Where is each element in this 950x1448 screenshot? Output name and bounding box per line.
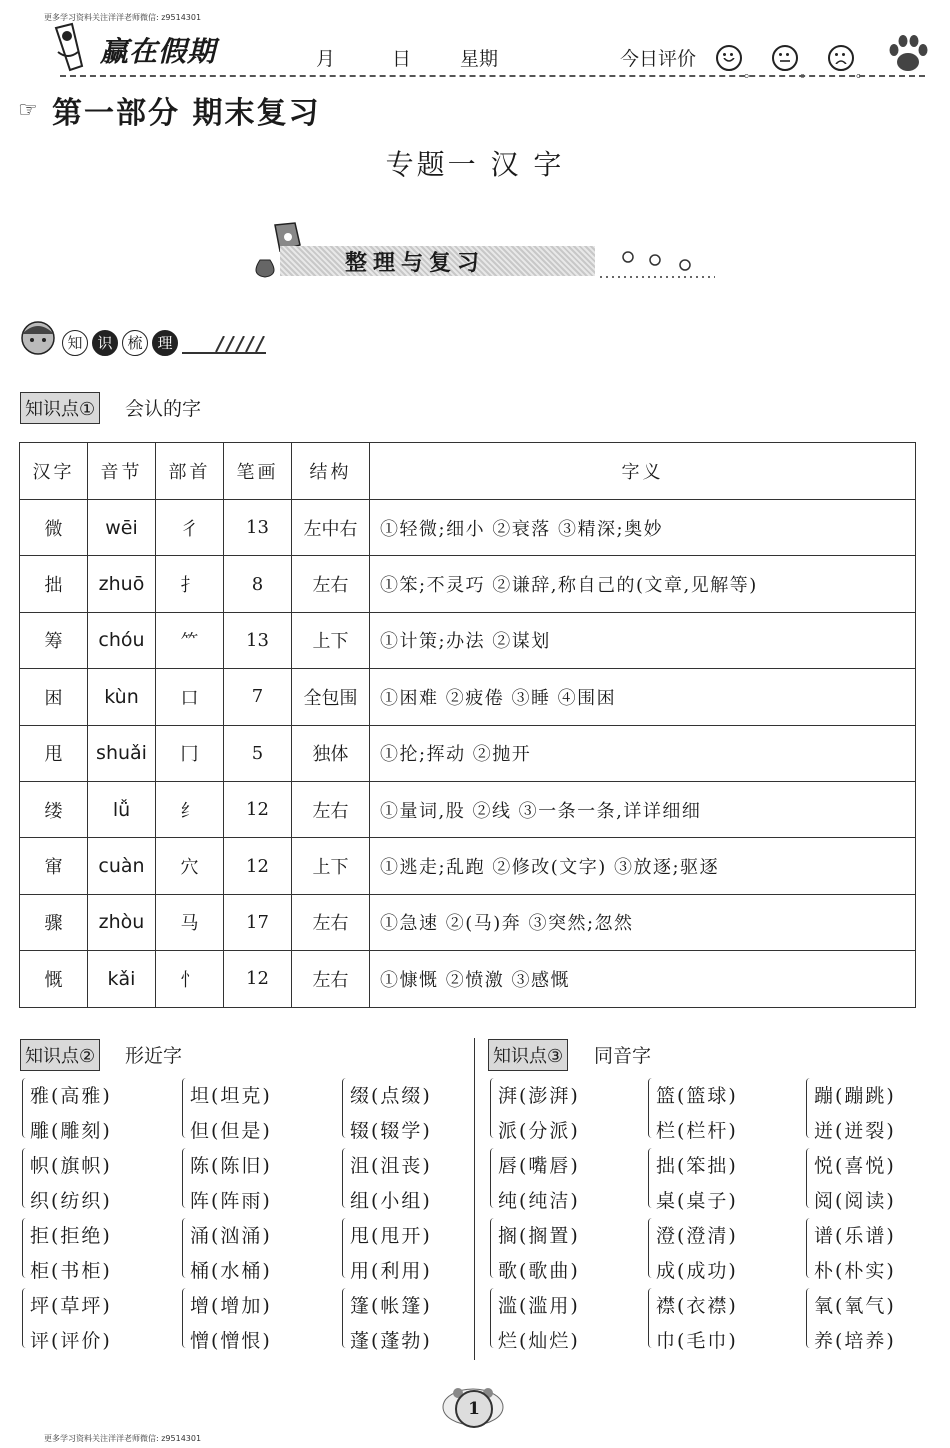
month-label: 月: [316, 48, 336, 70]
word-item: 评(评价): [30, 1330, 112, 1352]
cell-structure: 全包围: [292, 669, 370, 725]
pointing-hand-icon: ☞: [18, 98, 38, 123]
cell-structure: 上下: [292, 612, 370, 668]
paw-icon: [886, 34, 930, 74]
brace-mark: [22, 1078, 28, 1138]
cell-hanzi: 筹: [20, 612, 88, 668]
word-item: 桌(桌子): [656, 1190, 738, 1212]
word-item: 增(增加): [190, 1295, 272, 1317]
word-item: 沮(沮丧): [350, 1155, 432, 1177]
word-item: 篮(篮球): [656, 1085, 738, 1107]
watermark-bottom: 更多学习资料关注洋洋老师微信: z9514301: [44, 1434, 202, 1443]
word-pair: [22, 1214, 162, 1284]
cell-pinyin: kǎi: [88, 951, 156, 1007]
cell-strokes: 12: [224, 781, 292, 837]
cell-structure: 独体: [292, 725, 370, 781]
word-pair: [490, 1284, 630, 1354]
table-row: [20, 612, 916, 668]
word-item: 唇(嘴唇): [498, 1155, 580, 1177]
word-item: 养(培养): [814, 1330, 896, 1352]
cell-meaning: ①急速 ②(马)奔 ③突然;忽然: [370, 894, 916, 950]
word-item: 蹦(蹦跳): [814, 1085, 896, 1107]
cell-pinyin: lǚ: [88, 781, 156, 837]
word-item: 用(利用): [350, 1260, 432, 1282]
table-header-row: [20, 443, 916, 500]
table-row: [20, 894, 916, 950]
brace-mark: [22, 1218, 28, 1278]
kp2-label: 知识点②: [20, 1039, 100, 1071]
brace-mark: [490, 1218, 496, 1278]
word-item: 篷(帐篷): [350, 1295, 432, 1317]
cell-radical: ⺮: [156, 612, 224, 668]
brace-mark: [806, 1288, 812, 1348]
brace-mark: [182, 1288, 188, 1348]
student-avatar-icon: [16, 318, 60, 358]
word-item: 雅(高雅): [30, 1085, 112, 1107]
word-item: 帜(旗帜): [30, 1155, 112, 1177]
table-row: [20, 500, 916, 556]
happy-face-icon[interactable]: [716, 45, 742, 71]
word-pair: [182, 1284, 322, 1354]
word-item: 坦(坦克): [190, 1085, 272, 1107]
cell-hanzi: 骤: [20, 894, 88, 950]
brace-mark: [342, 1288, 348, 1348]
cell-meaning: ①笨;不灵巧 ②谦辞,称自己的(文章,见解等): [370, 556, 916, 612]
brace-mark: [648, 1288, 654, 1348]
cell-pinyin: zhuō: [88, 556, 156, 612]
cell-strokes: 13: [224, 612, 292, 668]
cell-strokes: 17: [224, 894, 292, 950]
word-item: 蓬(蓬勃): [350, 1330, 432, 1352]
word-item: 组(小组): [350, 1190, 432, 1212]
watermark-top: 更多学习资料关注洋洋老师微信: z9514301: [44, 13, 202, 22]
cell-hanzi: 微: [20, 500, 88, 556]
banner-title: 整理与复习: [345, 251, 486, 276]
brace-mark: [490, 1078, 496, 1138]
word-item: 织(纺织): [30, 1190, 112, 1212]
word-item: 栏(栏杆): [656, 1120, 738, 1142]
word-item: 阵(阵雨): [190, 1190, 272, 1212]
word-pair: [806, 1284, 946, 1354]
word-pair: [182, 1144, 322, 1214]
table-row: [20, 838, 916, 894]
neutral-face-icon[interactable]: [772, 45, 798, 71]
cell-radical: 马: [156, 894, 224, 950]
cell-radical: 穴: [156, 838, 224, 894]
brace-mark: [182, 1078, 188, 1138]
cell-structure: 上下: [292, 838, 370, 894]
brace-mark: [22, 1148, 28, 1208]
cell-strokes: 12: [224, 838, 292, 894]
cell-meaning: ①困难 ②疲倦 ③睡 ④围困: [370, 669, 916, 725]
word-item: 谱(乐谱): [814, 1225, 896, 1247]
cell-pinyin: chóu: [88, 612, 156, 668]
word-item: 憎(憎恨): [190, 1330, 272, 1352]
brace-mark: [648, 1218, 654, 1278]
logo-text: 赢在假期: [100, 35, 217, 68]
cell-strokes: 13: [224, 500, 292, 556]
cell-strokes: 12: [224, 951, 292, 1007]
kp3-title: 同音字: [594, 1045, 652, 1067]
word-item: 辍(辍学): [350, 1120, 432, 1142]
brace-mark: [182, 1148, 188, 1208]
col-header-structure: 结构: [292, 443, 370, 500]
word-item: 雕(雕刻): [30, 1120, 112, 1142]
cell-structure: 左右: [292, 894, 370, 950]
cell-meaning: ①慷慨 ②愤激 ③感慨: [370, 951, 916, 1007]
table-row: [20, 669, 916, 725]
badge-char: 识: [92, 330, 118, 356]
word-item: 甩(甩开): [350, 1225, 432, 1247]
word-item: 澄(澄清): [656, 1225, 738, 1247]
word-item: 陈(陈旧): [190, 1155, 272, 1177]
section-badge: [16, 318, 276, 358]
cell-radical: 纟: [156, 781, 224, 837]
cell-structure: 左中右: [292, 500, 370, 556]
brace-mark: [648, 1078, 654, 1138]
word-pair: [22, 1144, 162, 1214]
cell-structure: 左右: [292, 556, 370, 612]
cell-pinyin: zhòu: [88, 894, 156, 950]
word-pair: [648, 1074, 788, 1144]
table-row: [20, 951, 916, 1007]
word-pair: [342, 1214, 482, 1284]
rating-dot: 。: [744, 65, 758, 81]
word-pair: [22, 1284, 162, 1354]
cell-radical: 忄: [156, 951, 224, 1007]
cell-radical: 口: [156, 669, 224, 725]
word-item: 涌(汹涌): [190, 1225, 272, 1247]
word-item: 拒(拒绝): [30, 1225, 112, 1247]
cell-radical: 扌: [156, 556, 224, 612]
cell-pinyin: shuǎi: [88, 725, 156, 781]
word-pair: [342, 1284, 482, 1354]
word-item: 纯(纯洁): [498, 1190, 580, 1212]
word-pair: [648, 1284, 788, 1354]
col-header-hanzi: 汉字: [20, 443, 88, 500]
page-number: 1: [455, 1390, 493, 1428]
word-item: 派(分派): [498, 1120, 580, 1142]
cell-meaning: ①逃走;乱跑 ②修改(文字) ③放逐;驱逐: [370, 838, 916, 894]
day-label: 日: [392, 48, 412, 70]
cell-strokes: 7: [224, 669, 292, 725]
word-item: 但(但是): [190, 1120, 272, 1142]
hatch-decoration: [212, 336, 266, 352]
word-item: 搁(搁置): [498, 1225, 580, 1247]
part-title: 第一部分 期末复习: [52, 96, 321, 131]
word-pair: [490, 1074, 630, 1144]
word-pair: [182, 1214, 322, 1284]
cell-pinyin: wēi: [88, 500, 156, 556]
word-pair: [806, 1074, 946, 1144]
brace-mark: [182, 1218, 188, 1278]
word-pair: [342, 1144, 482, 1214]
word-item: 襟(衣襟): [656, 1295, 738, 1317]
brace-mark: [342, 1148, 348, 1208]
cell-structure: 左右: [292, 951, 370, 1007]
word-item: 悦(喜悦): [814, 1155, 896, 1177]
sad-face-icon[interactable]: [828, 45, 854, 71]
cell-meaning: ①计策;办法 ②谋划: [370, 612, 916, 668]
rating-dot: 。: [800, 65, 814, 81]
word-pair: [342, 1074, 482, 1144]
word-item: 迸(迸裂): [814, 1120, 896, 1142]
cell-pinyin: kùn: [88, 669, 156, 725]
word-item: 烂(灿烂): [498, 1330, 580, 1352]
cell-meaning: ①抡;挥动 ②抛开: [370, 725, 916, 781]
brace-mark: [806, 1218, 812, 1278]
word-pair: [182, 1074, 322, 1144]
table-row: [20, 781, 916, 837]
cell-radical: 彳: [156, 500, 224, 556]
col-header-strokes: 笔画: [224, 443, 292, 500]
word-pair: [648, 1214, 788, 1284]
col-header-pinyin: 音节: [88, 443, 156, 500]
word-pair: [806, 1214, 946, 1284]
cell-structure: 左右: [292, 781, 370, 837]
word-item: 坪(草坪): [30, 1295, 112, 1317]
cell-hanzi: 窜: [20, 838, 88, 894]
word-item: 湃(澎湃): [498, 1085, 580, 1107]
weekday-label: 星期: [460, 48, 499, 70]
cell-hanzi: 慨: [20, 951, 88, 1007]
cell-pinyin: cuàn: [88, 838, 156, 894]
cell-hanzi: 缕: [20, 781, 88, 837]
cell-meaning: ①量词,股 ②线 ③一条一条,详详细细: [370, 781, 916, 837]
cell-strokes: 8: [224, 556, 292, 612]
badge-underline: [182, 352, 266, 354]
word-pair: [490, 1214, 630, 1284]
table-row: [20, 556, 916, 612]
word-item: 滥(滥用): [498, 1295, 580, 1317]
word-item: 桶(水桶): [190, 1260, 272, 1282]
word-item: 氧(氧气): [814, 1295, 896, 1317]
word-pair: [648, 1144, 788, 1214]
brace-mark: [490, 1148, 496, 1208]
brace-mark: [806, 1148, 812, 1208]
badge-char: 梳: [122, 330, 148, 356]
word-item: 成(成功): [656, 1260, 738, 1282]
cell-meaning: ①轻微;细小 ②衰落 ③精深;奥妙: [370, 500, 916, 556]
cell-radical: 冂: [156, 725, 224, 781]
cell-hanzi: 拙: [20, 556, 88, 612]
word-pair: [490, 1144, 630, 1214]
header-divider: [60, 75, 925, 77]
word-item: 阅(阅读): [814, 1190, 896, 1212]
table-row: [20, 725, 916, 781]
rating-dot: 。: [856, 65, 870, 81]
word-pair: [22, 1074, 162, 1144]
cell-hanzi: 困: [20, 669, 88, 725]
kp1-title: 会认的字: [125, 398, 202, 420]
kp3-label: 知识点③: [488, 1039, 568, 1071]
col-header-radical: 部首: [156, 443, 224, 500]
brace-mark: [648, 1148, 654, 1208]
word-item: 柜(书柜): [30, 1260, 112, 1282]
brace-mark: [22, 1288, 28, 1348]
word-item: 歌(歌曲): [498, 1260, 580, 1282]
character-table: [19, 442, 916, 1008]
badge-char: 知: [62, 330, 88, 356]
brace-mark: [342, 1218, 348, 1278]
cell-hanzi: 甩: [20, 725, 88, 781]
brace-mark: [342, 1078, 348, 1138]
brace-mark: [490, 1288, 496, 1348]
brace-mark: [806, 1078, 812, 1138]
word-item: 朴(朴实): [814, 1260, 896, 1282]
kp2-title: 形近字: [125, 1045, 183, 1067]
badge-char: 理: [152, 330, 178, 356]
word-item: 巾(毛巾): [656, 1330, 738, 1352]
col-header-meaning: 字义: [370, 443, 916, 500]
word-pair: [806, 1144, 946, 1214]
word-item: 拙(笨拙): [656, 1155, 738, 1177]
kp1-label: 知识点①: [20, 392, 100, 424]
rating-label: 今日评价: [620, 48, 697, 70]
word-item: 缀(点缀): [350, 1085, 432, 1107]
cell-strokes: 5: [224, 725, 292, 781]
topic-title: 专题一 汉 字: [385, 148, 565, 181]
